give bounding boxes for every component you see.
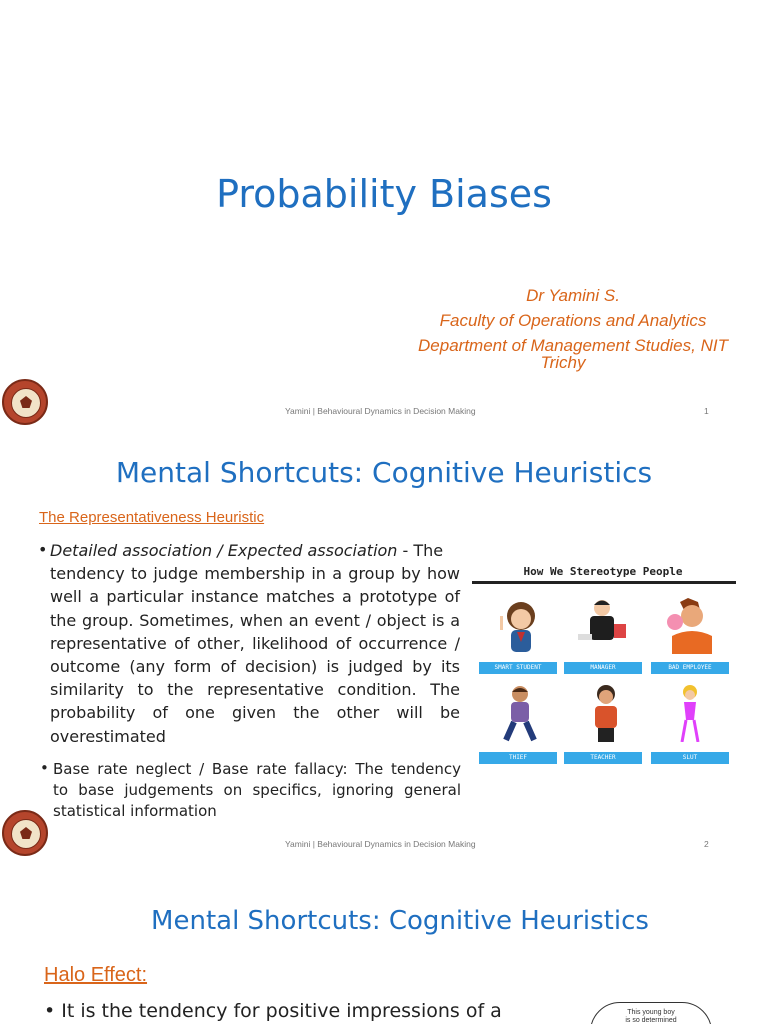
- author-department: Department of Management Studies, NIT: [418, 336, 728, 355]
- slide-2-page-number: 2: [704, 839, 709, 849]
- bullet-dot-2: •: [40, 759, 49, 777]
- bullet-1-line-3: the group. Sometimes, when an event / object is a: [50, 610, 460, 630]
- smart-student-figure: [484, 596, 559, 654]
- label-slut: SLUT: [651, 752, 729, 764]
- slide-1-page-number: 1: [704, 406, 709, 416]
- bullet-2-line-1: to base judgements on specifics, ignoring general: [53, 781, 461, 799]
- bullet-1-line-4: representative of other, likelihood of occurrence /: [50, 633, 460, 653]
- slut-figure: [654, 684, 729, 742]
- bad-employee-figure: [654, 596, 729, 654]
- bullet-2-text: [53, 759, 461, 822]
- slide-2: [0, 432, 768, 864]
- slide-3-bullet-1: • It is the tendency for positive impressions of a: [44, 1000, 502, 1022]
- bullet-dot: •: [38, 540, 48, 559]
- manager-figure: [568, 596, 643, 654]
- slide-1: [0, 0, 768, 432]
- slide-3-bullet-1-text: It is the tendency for positive impressions of a: [61, 1000, 502, 1022]
- halo-effect-heading: Halo Effect:: [44, 964, 148, 986]
- label-manager: MANAGER: [564, 662, 642, 674]
- thief-figure: [484, 684, 559, 742]
- label-smart-student: SMART STUDENT: [479, 662, 557, 674]
- slide-1-footer: Yamini | Behavioural Dynamics in Decision Making: [285, 406, 476, 416]
- bullet-1-text: [50, 539, 460, 748]
- bullet-1-line-2: well a particular instance matches a prototype of: [50, 587, 460, 607]
- author-faculty: Faculty of Operations and Analytics: [439, 311, 707, 330]
- bullet-1-line-1: tendency to judge membership in a group by how: [50, 564, 460, 584]
- slide-2-title: Mental Shortcuts: Cognitive Heuristics: [115, 456, 653, 489]
- institute-logo-2: [2, 810, 48, 856]
- stereotype-image-title: How We Stereotype People: [523, 565, 683, 578]
- bullet-1-line-5: outcome (any form of decision) is judged by its: [50, 657, 460, 677]
- slide-3-title: Mental Shortcuts: Cognitive Heuristics: [151, 906, 649, 936]
- bullet-1-line-7: probability of one given the other will be: [50, 703, 460, 723]
- stereotype-image: [472, 565, 736, 774]
- slide-3: [0, 864, 768, 1024]
- representativeness-heading: The Representativeness Heuristic: [39, 509, 265, 526]
- author-name: Dr Yamini S.: [526, 286, 620, 305]
- cartoon-text-line-1: This young boy: [627, 1009, 675, 1016]
- label-thief: THIEF: [479, 752, 557, 764]
- institute-logo: [2, 379, 48, 425]
- slide-1-title: Probability Biases: [216, 172, 552, 216]
- bullet-2-line-2: statistical information: [53, 802, 217, 820]
- bullet-1-italic: Detailed association / Expected association: [50, 541, 398, 560]
- bullet-1-line-6: similarity to the representative condition. The: [50, 680, 460, 700]
- author-institute: Trichy: [540, 353, 586, 372]
- teacher-figure: [568, 684, 643, 742]
- slide-2-footer: Yamini | Behavioural Dynamics in Decision Making: [285, 839, 476, 849]
- halo-cartoon: [590, 1002, 712, 1024]
- bullet-1-line-0: - The: [397, 541, 444, 560]
- bullet-2-line-0: Base rate neglect / Base rate fallacy: The tendency: [53, 760, 461, 778]
- cartoon-text-line-2: is so determined: [625, 1017, 677, 1024]
- label-bad-employee: BAD EMPLOYEE: [651, 662, 729, 674]
- bullet-1-line-8: overestimated: [50, 726, 166, 746]
- label-teacher: TEACHER: [564, 752, 642, 764]
